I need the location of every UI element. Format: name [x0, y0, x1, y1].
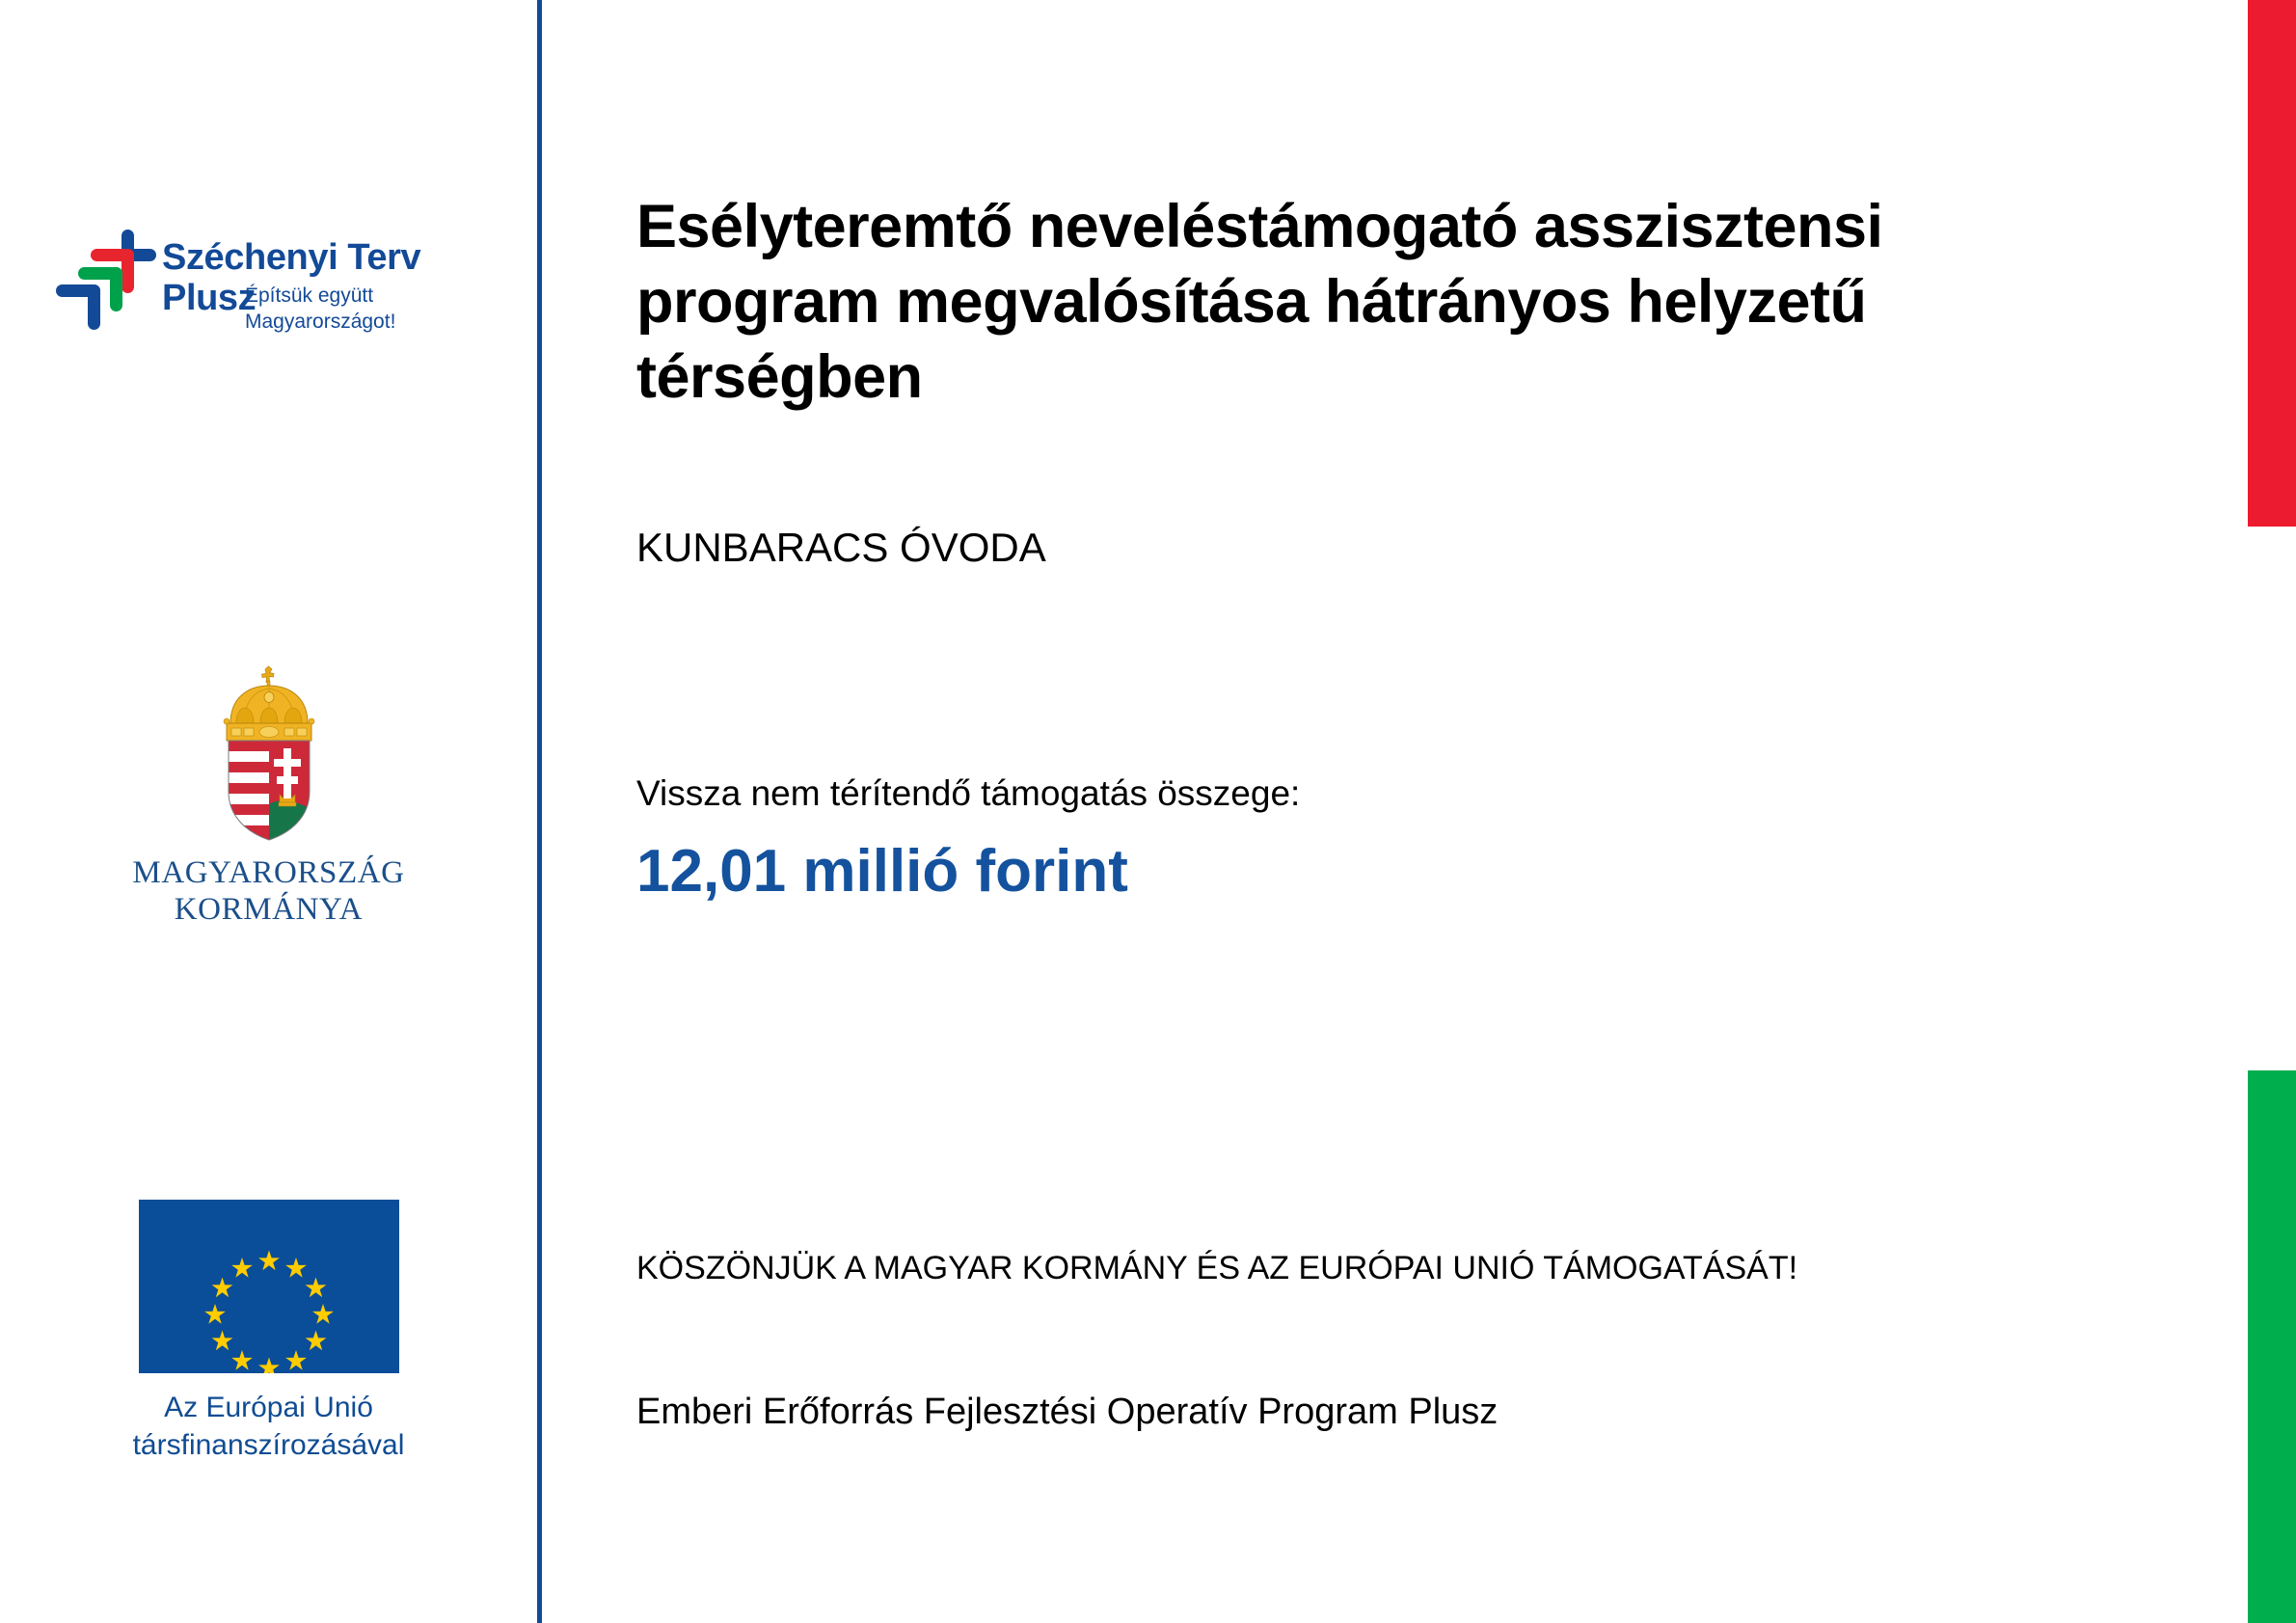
- szechenyi-cross-mark-icon: [56, 230, 156, 330]
- szechenyi-tagline-line2: Magyarországot!: [245, 311, 396, 333]
- operational-programme-name: Emberi Erőforrás Fejlesztési Operatív Program Plusz: [636, 1392, 1499, 1432]
- government-caption-line2: KORMÁNYA: [174, 892, 364, 927]
- edge-bar-green: [2248, 1070, 2296, 1623]
- szechenyi-wordmark-line2: Plusz: [162, 278, 257, 318]
- szechenyi-terv-plusz-logo: [56, 230, 500, 384]
- hungarian-government-logo: [0, 665, 537, 928]
- vertical-divider: [537, 0, 542, 1623]
- european-union-logo: [0, 1200, 537, 1464]
- eu-caption-line1: Az Európai Unió: [164, 1392, 373, 1423]
- project-title: Esélyteremtő neveléstámogató asszisztensi program megvalósítása hátrányos helyzetű térségben: [636, 193, 1883, 411]
- government-caption: [0, 854, 537, 928]
- szechenyi-tagline-line1: Építsük együtt: [245, 284, 374, 307]
- grant-amount-value: 12,01 millió forint: [636, 838, 1128, 905]
- eu-caption: [0, 1389, 537, 1464]
- edge-bar-red: [2248, 0, 2296, 527]
- grant-amount-label: Vissza nem térítendő támogatás összege:: [636, 773, 1301, 813]
- thanks-message: KÖSZÖNJÜK A MAGYAR KORMÁNY ÉS AZ EURÓPAI UNIÓ TÁMOGATÁSÁT!: [636, 1250, 1798, 1286]
- szechenyi-tagline: [245, 283, 395, 335]
- european-union-flag-icon: [139, 1200, 399, 1373]
- institution-name: KUNBARACS ÓVODA: [636, 525, 1046, 570]
- logo-column: [0, 0, 537, 1623]
- szechenyi-wordmark-line1: Széchenyi Terv: [162, 237, 421, 278]
- hungarian-coat-of-arms-icon: [212, 665, 326, 841]
- content-column: [636, 0, 2179, 1623]
- government-caption-line1: MAGYARORSZÁG: [132, 855, 405, 890]
- eu-caption-line2: társfinanszírozásával: [132, 1429, 405, 1461]
